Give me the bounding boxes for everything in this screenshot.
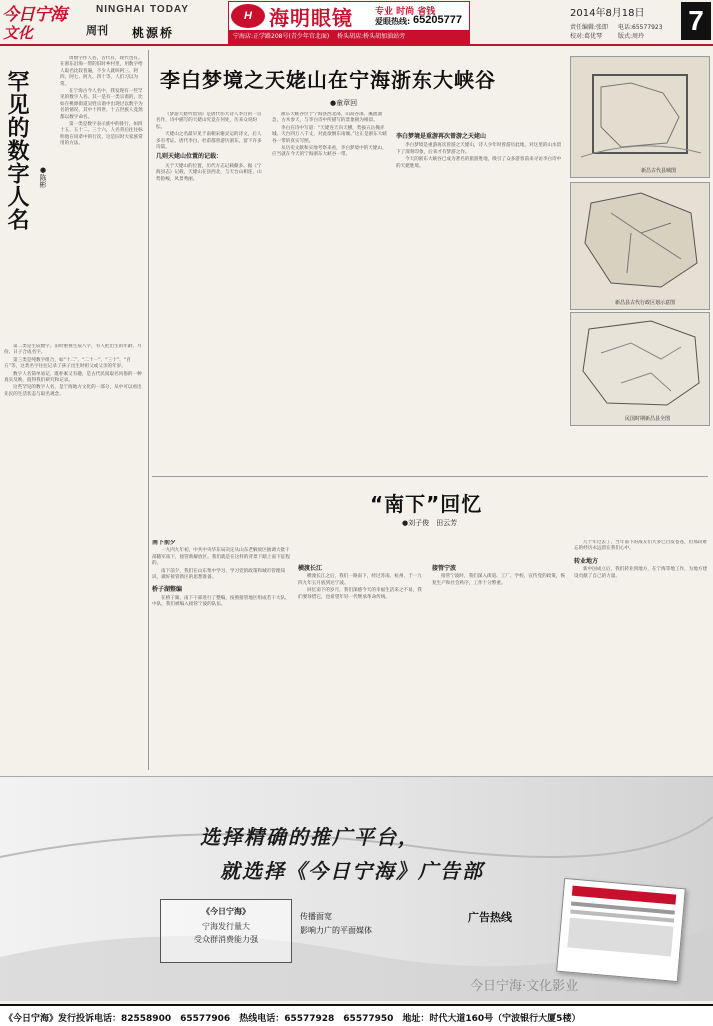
ad-banner-mid1: 传播面宽 xyxy=(300,912,332,921)
section-weekly: 周刊 xyxy=(86,24,108,37)
article2-paragraph: 李白梦境是重游再次曾游之天姥山，诗人少年时曾游历此地，对这里的山水留下了深刻印象，后来才有梦游之作。 xyxy=(396,143,562,155)
ad-banner-line2: 就选择《今日宁海》广告部 xyxy=(220,859,484,883)
article2-subhead2: 李白梦境是重游再次曾游之天姥山 xyxy=(396,133,487,140)
ad-banner-mid2: 影响力广的平面媒体 xyxy=(300,926,372,935)
article1-paragraph: 这些罕见的数字人名，是宁海地方文化的一部分，从中可以看出先民的生活状态与取名观念。 xyxy=(4,385,142,397)
republic-era-map-icon xyxy=(571,313,709,413)
article3-col3 xyxy=(432,540,568,768)
paper-name: 今日宁海 xyxy=(2,5,66,25)
article1-paragraph: 在宁海古今人名中，我发现有一些罕见的数字人名。其一是有一类宗谱的，比如在桃源街道吴姓宗谱中出现过以数字为名的情况，其中十四世、十五世族人竟然都以数字命名。 xyxy=(60,89,143,120)
article1-title: 罕见的数字人名 xyxy=(4,70,29,231)
footer-bar xyxy=(0,1004,713,1026)
admin-division-map-icon xyxy=(571,183,709,297)
article3-paragraph: 几十年过去了，当年南下的战友们大多已白发苍苍，但那段难忘的经历永远留在我们心中。 xyxy=(574,540,708,552)
ad-banner-box xyxy=(160,899,292,963)
map-admin-division xyxy=(570,182,710,310)
article3-col2 xyxy=(298,540,426,768)
column-name: 桃源桥 xyxy=(132,26,175,40)
layout-line: 版式:周玲 xyxy=(618,33,645,40)
article1-body-top xyxy=(60,56,146,340)
masthead-rule xyxy=(0,44,713,46)
article2-author: ●童章回 xyxy=(330,99,358,107)
article3-col4 xyxy=(574,540,710,768)
eyewear-ad-store2: 桥头胡店:桥头胡加油站旁 xyxy=(337,33,406,40)
ad-banner-box-title: 《今日宁海》 xyxy=(202,907,250,916)
paper-logo xyxy=(2,0,76,25)
ad-banner-newspaper-icon xyxy=(556,878,686,982)
article2-col1 xyxy=(156,112,266,470)
masthead xyxy=(0,0,713,44)
article3-subhead: 南下前夕 xyxy=(152,540,177,546)
ad-banner-box-line1: 宁海发行量大 xyxy=(202,922,250,931)
article3-paragraph: 回忆南下的岁月，我们深感今天的幸福生活来之不易，我们要珍惜它，也希望年轻一代继承革命传统。 xyxy=(298,588,422,600)
article3-title: “南下”回忆 xyxy=(370,492,483,516)
article2-paragraph: 今天的浙东大峡谷已成为著名的旅游胜地，吸引了众多游客前来寻访李白诗中的天姥胜境。 xyxy=(396,157,562,169)
map-ancient-county xyxy=(570,56,710,178)
footer-text: 《今日宁海》发行投诉电话：82558900 65577906 热线电话：65577928 65577950 地址：时代大道160号（宁波银行大厦5楼） xyxy=(4,1014,581,1024)
article3-paragraph: 在桥子湖，南下干部进行了整编，按照接管地区组成若干大队、中队，我们被编入接管宁波的队伍。 xyxy=(152,595,290,608)
section-name: 文化 xyxy=(3,24,34,42)
editor-line: 责任编辑:张即 xyxy=(570,24,609,31)
eyewear-ad-brand: 海明眼镜 xyxy=(269,6,353,30)
map-caption: 民国时期新昌县全图 xyxy=(625,416,671,422)
article3-paragraph: 接管宁波时，我们深入街道、工厂、学校，宣传党的政策，恢复生产和社会秩序，工作十分繁重。 xyxy=(432,574,566,586)
article3-paragraph: 横渡长江之后，我们一路南下，经过苏南、杭州，于一九四九年五月底到达宁波。 xyxy=(298,574,422,586)
article3-paragraph: 一九四九年初，中共中央华东局决定从山东老解放区抽调大批干部随军南下，接管新解放区。我们就是在这样的背景下踏上南下征程的。 xyxy=(152,548,290,567)
article2-col2 xyxy=(272,112,390,470)
eyewear-ad-store1: 宁海店:正学路208号(青少年宫北面) xyxy=(233,33,330,40)
article3-subhead: 桥子湖整编 xyxy=(152,586,183,594)
article2-subhead1: 几则天姥山位置的记载： xyxy=(156,153,223,161)
article2-paragraph: 天姥山之名最早见于南朝宋谢灵运的诗文，后人多有考证。唐代李白、杜甫都曾游历浙东，留下许多诗篇。 xyxy=(156,132,262,151)
article1-paragraph: 第二类是生辰数字。旧时重视生辰八字，有人把出生的年龄、月份、日子合成名字。 xyxy=(4,344,142,356)
article2-paragraph: 从历史文献和实地考察来看，李白梦境中的天姥山，应当就在今天的宁海浙东大峡谷一带。 xyxy=(272,146,387,158)
ad-banner-hotline: 广告热线 xyxy=(468,911,512,924)
article2-paragraph: 李白在诗中写道：“天姥连天向天横，势拔五岳掩赤城。天台四万八千丈，对此欲倒东南倾。”这正是浙东大峡谷一带的真实写照。 xyxy=(272,125,387,144)
article3-subhead: 横渡长江 xyxy=(298,565,323,572)
article3-col1 xyxy=(152,540,292,768)
page-number: 7 xyxy=(681,2,711,40)
ad-banner-watermark: 今日宁海·文化影业 xyxy=(470,979,579,994)
issue-date: 2014年8月18日 xyxy=(570,8,645,19)
map-republic-era xyxy=(570,312,710,426)
phone-line: 电话:65577923 xyxy=(618,24,663,31)
article3-paragraph: 新中国成立后，我们转业到地方，在宁海等地工作，为地方建设贡献了自己的力量。 xyxy=(574,567,708,579)
article1-paragraph: 第一类是数字表示族中的排行。如四十五、五十二、三十六，人名背后往往标明他在同辈中的行次，这是旧时大家族常用的方法。 xyxy=(60,122,143,147)
article3-subhead: 接管宁波 xyxy=(432,565,457,572)
article2-paragraph: 关于天姥山的位置，历代方志记载颇多。据《宁海县志》记载，天姥山在县西北，与天台山相连，山势险峻，风景秀丽。 xyxy=(156,163,262,182)
paper-pinyin: NINGHAI xyxy=(96,4,146,15)
map-caption: 新昌县古代行政区划示意图 xyxy=(615,300,676,306)
paper-today: TODAY xyxy=(150,4,189,15)
article1-author: ●陈彬 xyxy=(39,166,47,188)
article2-paragraph: 浙东大峡谷位于宁海县西北部，山高谷深，溪流湍急，古木参天，与李白诗中所描写的景象极为相似。 xyxy=(272,112,383,124)
eyewear-ad-slogan: 专业 时尚 省钱 xyxy=(375,7,436,17)
article1-body-main xyxy=(4,344,146,770)
eyewear-ad-phone-label: 爱眼热线: xyxy=(375,17,411,26)
article1-paragraph: 数字人名简单易记，既朴素又有趣，是古代民间取名风俗的一种真实反映，值得我们研究和记录。 xyxy=(4,371,142,384)
eyewear-ad-logo-icon: H xyxy=(231,4,265,28)
article2-paragraph: 《梦游天姥吟留别》是唐代伟大诗人李白的一首名作，诗中描写的天姥山究竟在何处，历来众说纷纭。 xyxy=(156,112,262,130)
ad-banner-line1: 选择精确的推广平台， xyxy=(200,825,420,849)
article3-author: ●刘子俊 田云芳 xyxy=(402,519,458,527)
map-caption: 新昌古代县城图 xyxy=(641,168,677,174)
ad-banner[interactable] xyxy=(0,776,713,1001)
section-logo xyxy=(3,22,55,40)
eyewear-ad[interactable] xyxy=(228,1,470,45)
ancient-county-map-icon xyxy=(571,57,709,167)
ad-banner-box-line2: 受众群消费能力强 xyxy=(194,935,258,944)
eyewear-ad-phone: 65205777 xyxy=(413,14,462,26)
article3-subhead: 转业地方 xyxy=(574,557,599,565)
proof-line: 校对:葛优琴 xyxy=(570,33,603,40)
article1-paragraph: 周数字作人名，古代有，现代也有。在浙东沿海一带的旧时乡村里，用数字给人取名比较普遍，不少人就叫阿三、阿四、阿七、阿九、四十等，人们习以为常。 xyxy=(60,56,143,87)
article1-paragraph: 第三类是纯数字组合，如“十二”、“二十一”、“三十”、“百五”等，这类名字往往记录了孩子出生时祖父或父亲的年岁。 xyxy=(4,357,131,370)
eyewear-ad-stores xyxy=(229,30,469,44)
article2-title: 李白梦境之天姥山在宁海浙东大峡谷 xyxy=(160,68,496,92)
article3-paragraph: 南下前夕，我们在山东集中学习，学习党的政策和城市管理知识，做好接管新区的思想准备。 xyxy=(152,568,286,581)
article2-col3 xyxy=(396,112,564,470)
